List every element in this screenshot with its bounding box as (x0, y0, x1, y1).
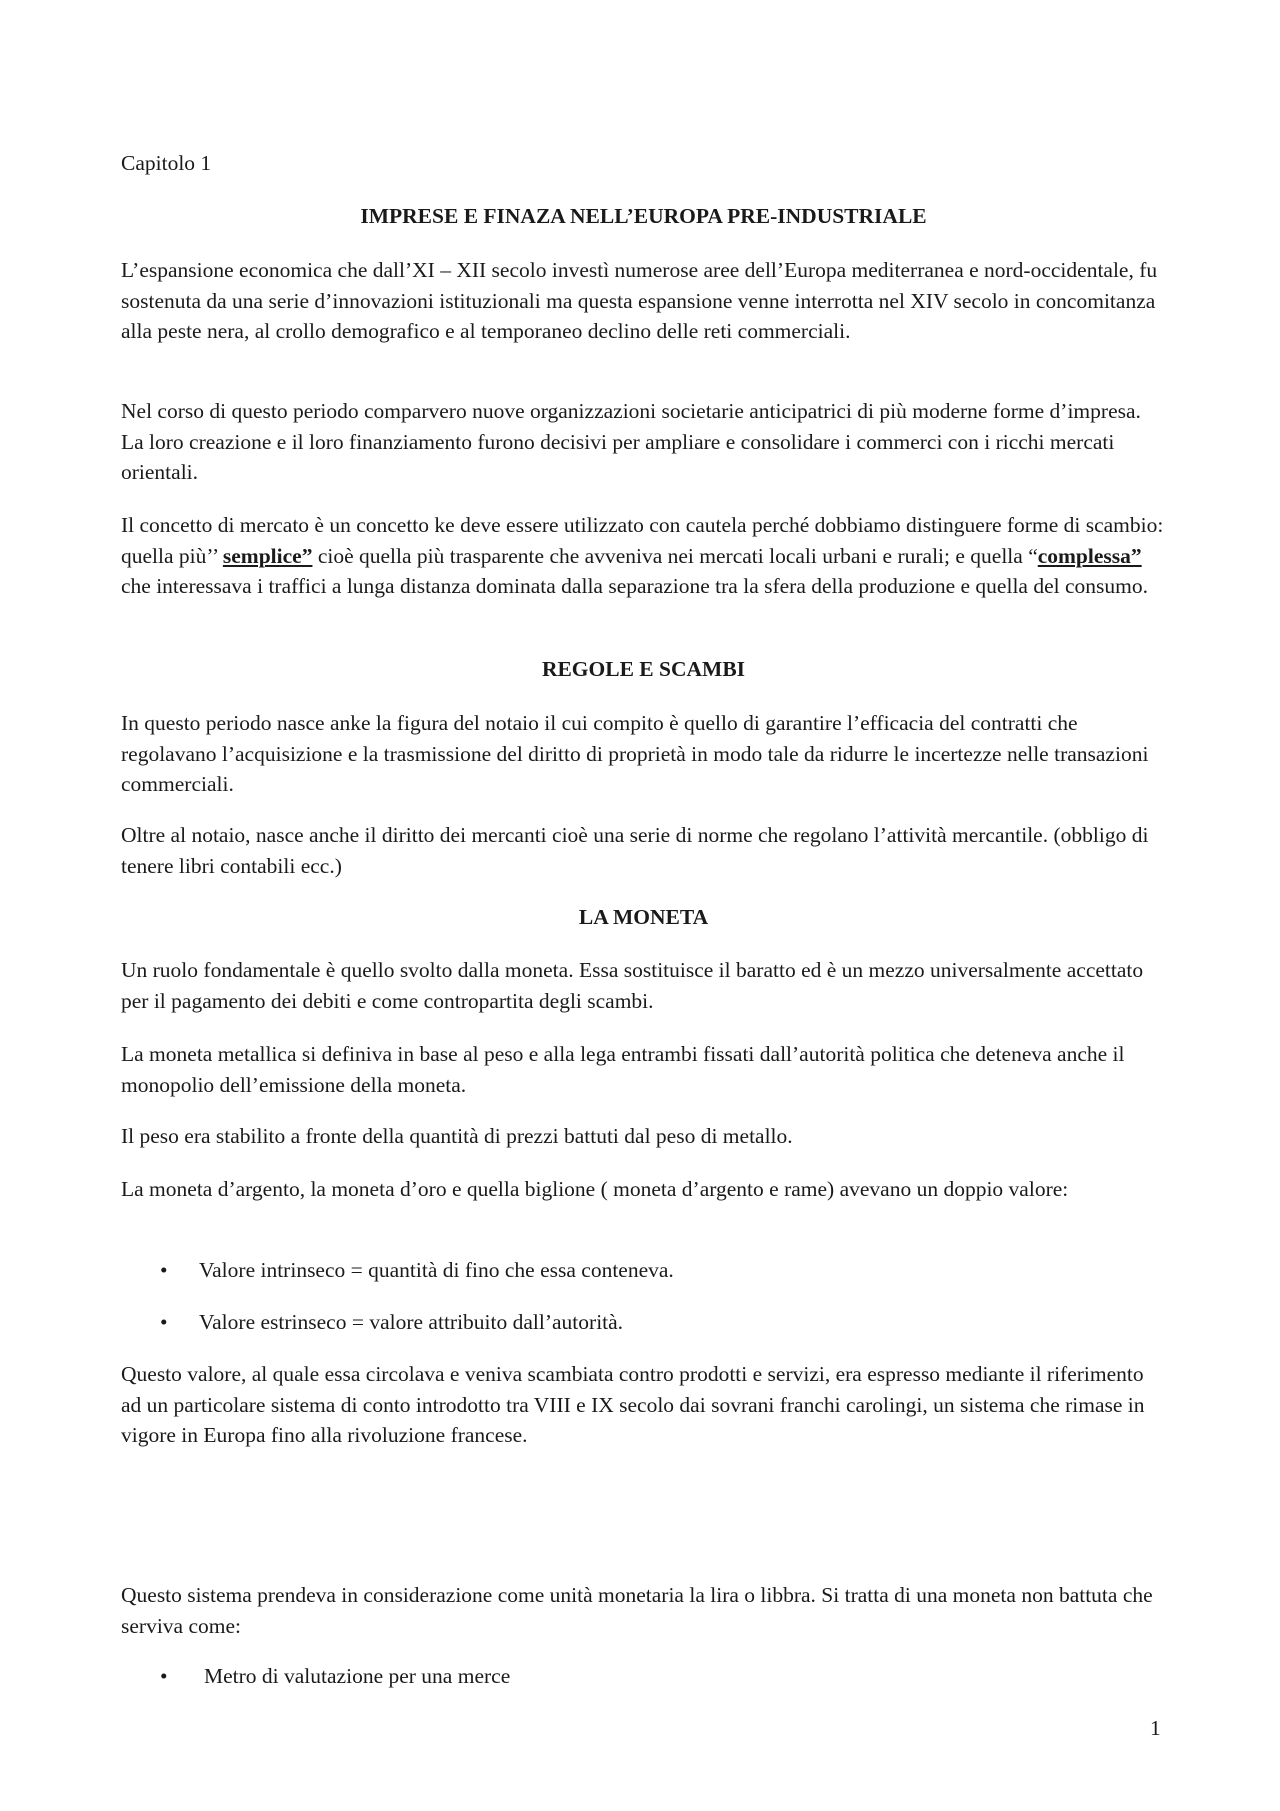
heading-imprese-finanza: IMPRESE E FINAZA NELL’EUROPA PRE-INDUSTRIALE (360, 204, 927, 228)
paragraph-lira-libbra: Questo sistema prendeva in considerazione come unità monetaria la lira o libbra. Si tratta di una moneta non battuta che serviva come: (121, 1583, 1153, 1638)
paragraph-sistema-conto: Questo valore, al quale essa circolava e veniva scambiata contro prodotti e servizi, era espresso mediante il riferimento ad un particolare sistema di conto introdotto tra VIII e IX secolo dai sovrani franchi carolingi, un sistema che rimase in vigore in Europa fino alla rivoluzione francese. (121, 1362, 1145, 1447)
emphasis-semplice: semplice” (222, 543, 313, 568)
paragraph-moneta-metallica: La moneta metallica si definiva in base al peso e alla lega entrambi fissati dall’autorità politica che deteneva anche il monopolio dell’emissione della moneta. (121, 1042, 1125, 1097)
paragraph-diritto-mercanti: Oltre al notaio, nasce anche il diritto dei mercanti cioè una serie di norme che regolano l’attività mercantile. (obbligo di tenere libri contabili ecc.) (121, 823, 1149, 878)
page-number: 1 (1150, 1716, 1161, 1740)
list-item-metro-valutazione: Metro di valutazione per una merce (204, 1664, 511, 1688)
paragraph-peso: Il peso era stabilito a fronte della quantità di prezzi battuti dal peso di metallo. (121, 1124, 793, 1148)
bullet-marker: • (160, 1664, 168, 1688)
list-item-valore-estrinseco: Valore estrinseco = valore attribuito dall’autorità. (199, 1310, 624, 1334)
bullet-marker: • (160, 1310, 168, 1334)
paragraph-notaio: In questo periodo nasce anke la figura del notaio il cui compito è quello di garantire l’efficacia del contratti che regolavano l’acquisizione e la trasmissione del diritto di proprietà in modo tale da ridurre le incertezze nelle transazioni commerciali. (121, 711, 1149, 796)
paragraph-mercato-part-a: Il concetto di mercato è un concetto ke deve essere utilizzato con cautela perché dobbiamo distinguere forme di scambio: quella più’’ (121, 513, 1164, 568)
paragraph-espansione: L’espansione economica che dall’XI – XII secolo investì numerose aree dell’Europa mediterranea e nord-occidentale, fu sostenuta da una serie d’innovazioni istituzionali ma questa espansione venne interrotta nel XIV secolo in concomitanza alla peste nera, al crollo demografico e al temporaneo declino delle reti commerciali. (121, 258, 1158, 343)
emphasis-complessa: complessa” (1037, 543, 1142, 568)
paragraph-doppio-valore: La moneta d’argento, la moneta d’oro e quella biglione ( moneta d’argento e rame) avevano un doppio valore: (121, 1177, 1069, 1201)
paragraph-mercato-part-b: cioè quella più trasparente che avveniva nei mercati locali urbani e rurali; e quella “ (312, 543, 1038, 568)
paragraph-mercato (121, 510, 1166, 602)
paragraph-ruolo-moneta: Un ruolo fondamentale è quello svolto dalla moneta. Essa sostituisce il baratto ed è un mezzo universalmente accettato per il pagamento dei debiti e come contropartita degli scambi. (121, 958, 1144, 1013)
heading-regole-scambi: REGOLE E SCAMBI (541, 657, 746, 681)
bullet-marker: • (160, 1258, 168, 1282)
heading-la-moneta: LA MONETA (578, 905, 709, 929)
list-item-valore-intrinseco: Valore intrinseco = quantità di fino che essa conteneva. (199, 1258, 674, 1282)
chapter-label: Capitolo 1 (121, 151, 212, 175)
paragraph-mercato-part-c: che interessava i traffici a lunga distanza dominata dalla separazione tra la sfera della produzione e quella del consumo. (121, 574, 1148, 598)
paragraph-organizzazioni: Nel corso di questo periodo comparvero nuove organizzazioni societarie anticipatrici di più moderne forme d’impresa. La loro creazione e il loro finanziamento furono decisivi per ampliare e consolidare i commerci con i ricchi mercati orientali. (121, 399, 1141, 484)
